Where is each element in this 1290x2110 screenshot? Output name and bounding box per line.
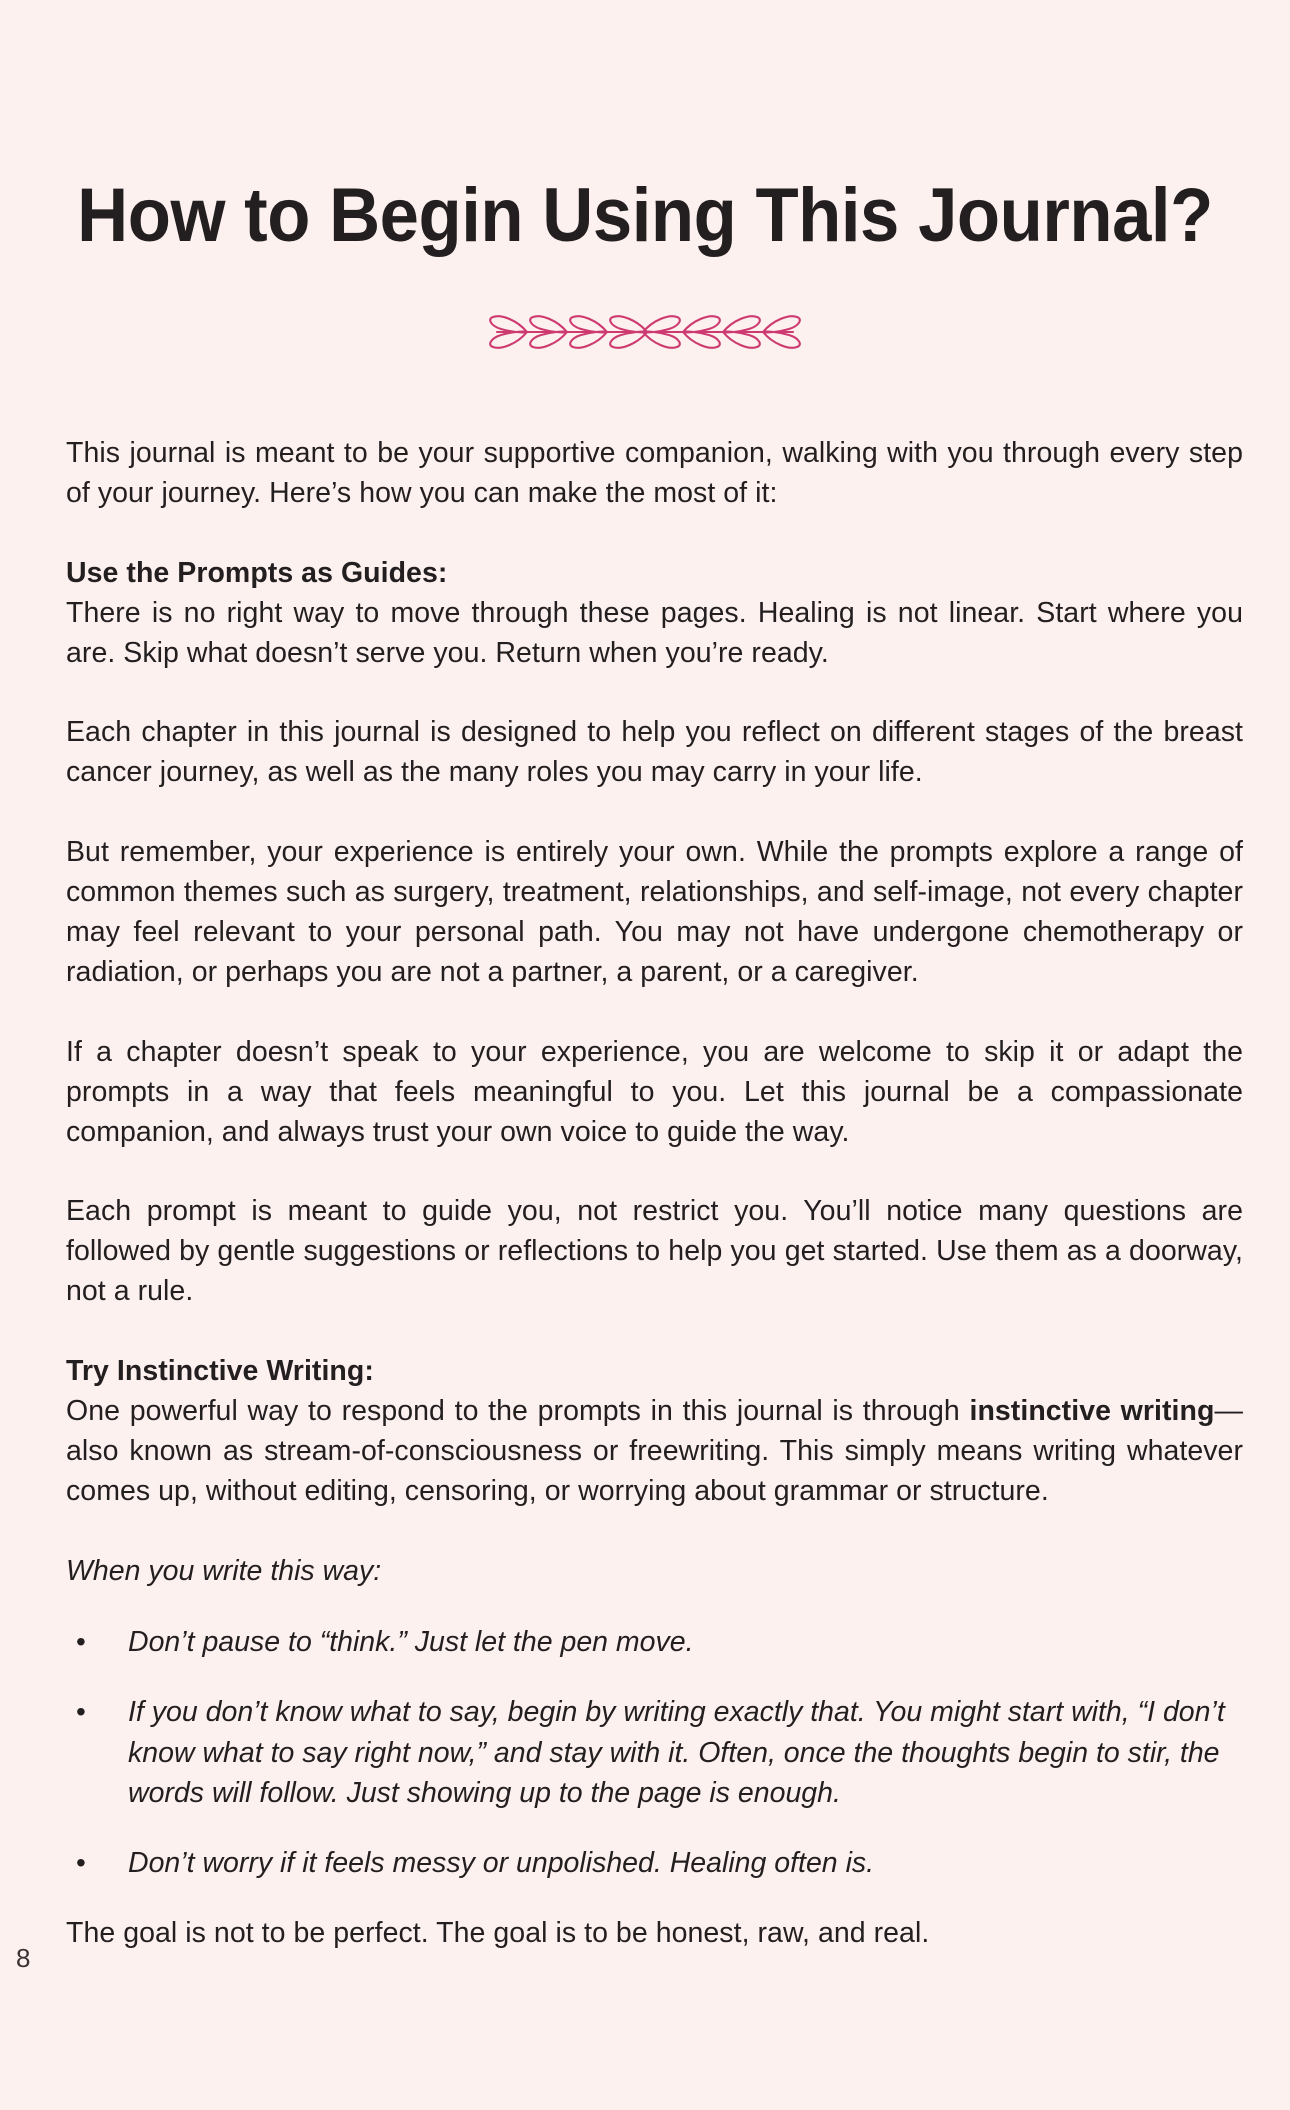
- list-item: [66, 1622, 1243, 1662]
- instinctive-writing-emphasis: instinctive writing: [969, 1395, 1215, 1428]
- instinctive-text-after: —also known as stream-of-consciousness or freewriting. This simply means writing whatever comes up, without editing, censoring, or worrying about grammar or structure.: [66, 1395, 1243, 1507]
- spacer: [66, 1512, 1243, 1552]
- instinctive-writing-bullet-list: [66, 1622, 1243, 1884]
- paragraph-each-prompt: Each prompt is meant to guide you, not restrict you. You’ll notice many questions are followed by gentle suggestions or reflections to help you get started. Use them as a doorway, not a rule.: [66, 1195, 1243, 1308]
- spacer: [66, 1884, 1243, 1914]
- label-when-you-write-this-way: When you write this way:: [66, 1554, 382, 1587]
- laurel-leaf-divider-icon: [475, 300, 815, 364]
- spacer: [66, 673, 1243, 713]
- page-title: How to Begin Using This Journal?: [77, 173, 1213, 258]
- paragraph-but-remember: But remember, your experience is entirely your own. While the prompts explore a range of common themes such as surgery, treatment, relationships, and self-image, not every chapter may feel relevant to your personal path. You may not have undergone chemotherapy or radiation, or perhaps you are not a partner, a parent, or a caregiver.: [66, 836, 1243, 988]
- spacer: [66, 793, 1243, 833]
- list-item-label: If you don’t know what to say, begin by writing exactly that. You might start with, “I don’t know what to say right now,” and stay with it. Often, once the thoughts begin to stir, the words will follow. Just showing up to the page is enough.: [128, 1696, 1225, 1809]
- paragraph-use-the-prompts-as-guides: There is no right way to move through these pages. Healing is not linear. Start where you are. Skip what doesn’t serve you. Return when you’re ready.: [66, 596, 1243, 669]
- heading-use-the-prompts-as-guides: Use the Prompts as Guides:: [66, 556, 448, 589]
- paragraph-try-instinctive-writing: [66, 1392, 1243, 1512]
- bullet-icon: •: [76, 1847, 86, 1879]
- list-item: [66, 1692, 1243, 1813]
- instinctive-text-before: One powerful way to respond to the prompts in this journal is through: [66, 1395, 970, 1428]
- spacer: [66, 1312, 1243, 1352]
- page-title-container: [0, 173, 1290, 258]
- spacer: [66, 1592, 1243, 1622]
- bullet-icon: •: [76, 1625, 86, 1657]
- list-item: [66, 1843, 1243, 1883]
- page-number: 8: [16, 1943, 31, 1973]
- divider-container: [0, 300, 1290, 364]
- paragraph-if-a-chapter: If a chapter doesn’t speak to your experience, you are welcome to skip it or adapt the prompts in a way that feels meaningful to you. Let this journal be a compassionate companion, and always trust your own voice to guide the way.: [66, 1035, 1243, 1148]
- bullet-icon: •: [76, 1696, 86, 1728]
- heading-try-instinctive-writing: Try Instinctive Writing:: [66, 1355, 374, 1388]
- list-item-label: Don’t worry if it feels messy or unpolished. Healing often is.: [128, 1847, 875, 1880]
- spacer: [66, 1152, 1243, 1192]
- paragraph-each-chapter: Each chapter in this journal is designed to help you reflect on different stages of the breast cancer journey, as well as the many roles you may carry in your life.: [66, 716, 1243, 789]
- spacer: [66, 993, 1243, 1033]
- paragraph-closing: The goal is not to be perfect. The goal is to be honest, raw, and real.: [66, 1916, 930, 1949]
- list-item-label: Don’t pause to “think.” Just let the pen move.: [128, 1625, 694, 1658]
- spacer: [66, 514, 1243, 554]
- paragraph-intro: This journal is meant to be your supportive companion, walking with you through every step of your journey. Here’s how you can make the most of it:: [66, 437, 1243, 509]
- body-content: [66, 434, 1243, 1954]
